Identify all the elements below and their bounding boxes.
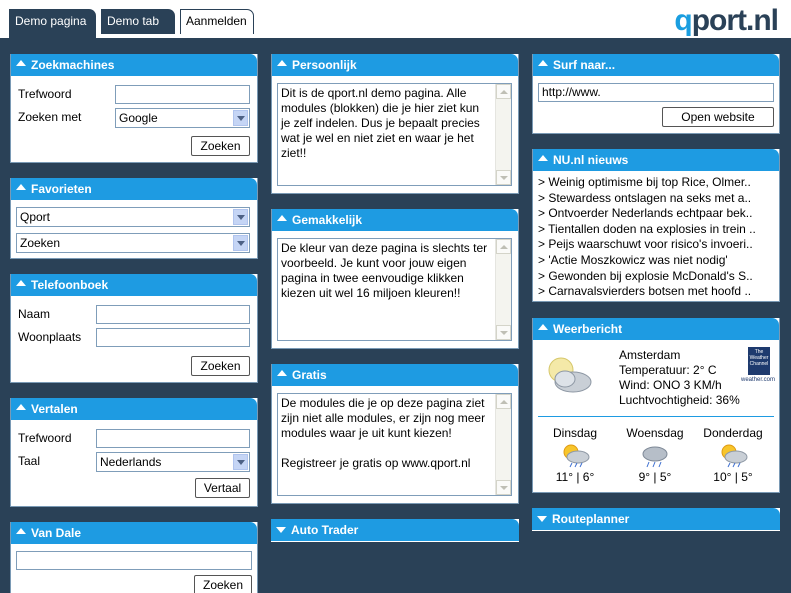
panel-van-dale — [10, 522, 258, 593]
qport-logo[interactable]: qport.nl — [674, 4, 778, 37]
zoeken-button[interactable]: Zoeken — [194, 575, 252, 593]
chevron-down-icon[interactable] — [233, 454, 248, 470]
scrollbar[interactable] — [495, 84, 511, 185]
woonplaats-label: Woonplaats — [18, 330, 82, 344]
collapse-icon[interactable] — [16, 528, 26, 534]
forecast-day: Dinsdag 11° | 6° — [552, 426, 598, 484]
collapse-icon[interactable] — [277, 215, 287, 221]
gemakkelijk-textarea[interactable]: De kleur van deze pagina is slechts ter voorbeeld. Je kunt voor jouw eigen pagina in twee eenvoudige klikken kiezen uit wel 16 miljoen kleuren!! — [277, 238, 512, 341]
panel-header[interactable]: Gratis — [272, 364, 518, 386]
panel-header[interactable]: Persoonlijk — [272, 54, 518, 76]
news-item[interactable]: > Stewardess ontslagen na seks met a.. — [538, 190, 752, 205]
panel-routeplanner — [532, 508, 780, 531]
panel-persoonlijk — [271, 54, 519, 194]
expand-icon[interactable] — [276, 527, 286, 533]
collapse-icon[interactable] — [16, 404, 26, 410]
panel-telefoonboek — [10, 274, 258, 383]
news-item[interactable]: > Ontvoerder Nederlands echtpaar bek.. — [538, 206, 753, 221]
scroll-down-icon[interactable] — [496, 325, 511, 340]
panel-gemakkelijk — [271, 209, 519, 349]
collapse-icon[interactable] — [277, 60, 287, 66]
panel-header[interactable]: Auto Trader — [271, 519, 519, 541]
url-input[interactable]: http://www. — [538, 83, 774, 102]
scroll-down-icon[interactable] — [496, 480, 511, 495]
panel-weerbericht — [532, 318, 780, 493]
panel-header[interactable]: Routeplanner — [532, 508, 780, 530]
news-item[interactable]: > 'Actie Moszkowicz was niet nodig' — [538, 252, 728, 267]
panel-header[interactable]: Zoekmachines — [11, 54, 257, 76]
panel-header[interactable]: Favorieten — [11, 178, 257, 200]
trefwoord-label: Trefwoord — [18, 431, 72, 445]
collapse-icon[interactable] — [538, 155, 548, 161]
collapse-icon[interactable] — [16, 280, 26, 286]
panel-gratis — [271, 364, 519, 504]
cloud-rain-icon — [640, 442, 670, 468]
taal-label: Taal — [18, 454, 41, 468]
chevron-down-icon[interactable] — [233, 235, 248, 251]
weather-com-text: weather.com — [741, 377, 776, 383]
zoeken-select[interactable]: Zoeken — [16, 233, 250, 253]
panel-vertalen — [10, 398, 258, 507]
collapse-icon[interactable] — [538, 60, 548, 66]
taal-select[interactable]: Nederlands — [96, 452, 250, 472]
news-item[interactable]: > Tientallen doden na explosies in trein .. — [538, 221, 756, 236]
zoeken-button[interactable]: Zoeken — [191, 136, 250, 156]
collapse-icon[interactable] — [16, 60, 26, 66]
news-item[interactable]: > Weinig optimisme bij top Rice, Olmer.. — [538, 175, 751, 189]
sun-cloud-rain-icon — [718, 442, 748, 468]
scroll-up-icon[interactable] — [496, 84, 511, 99]
panel-header[interactable]: Gemakkelijk — [272, 209, 518, 231]
panel-nu-nieuws — [532, 149, 780, 302]
trefwoord-input[interactable] — [115, 85, 250, 104]
search-engine-select[interactable]: Google — [115, 108, 250, 128]
panel-favorieten — [10, 178, 258, 259]
scroll-up-icon[interactable] — [496, 394, 511, 409]
trefwoord-input[interactable] — [96, 429, 250, 448]
news-item[interactable]: > Carnavalsvierders botsen met hoofd .. — [538, 284, 752, 299]
panel-surf-naar — [532, 54, 780, 134]
persoonlijk-textarea[interactable]: Dit is de qport.nl demo pagina. Alle modules (blokken) die je hier ziet kun je zelf indelen. Dus je bepaalt precies wat je wel en niet ziet en waar je het ziet!! — [277, 83, 512, 186]
scrollbar[interactable] — [495, 394, 511, 495]
scrollbar[interactable] — [495, 239, 511, 340]
scroll-down-icon[interactable] — [496, 170, 511, 185]
zoeken-met-label: Zoeken met — [18, 110, 82, 124]
panel-header[interactable]: Surf naar... — [533, 54, 779, 76]
forecast-day: Woensdag 9° | 5° — [626, 426, 684, 484]
panel-header[interactable]: Telefoonboek — [11, 274, 257, 296]
tab-demo-tab-2[interactable]: Demo tab — [101, 9, 175, 34]
chevron-down-icon[interactable] — [233, 209, 248, 225]
woonplaats-input[interactable] — [96, 328, 250, 347]
zoeken-button[interactable]: Zoeken — [191, 356, 250, 376]
weather-current: Amsterdam Temperatuur: 2° C Wind: ONO 3 KM/h Luchtvochtigheid: 36% — [619, 348, 740, 407]
panel-header[interactable]: Van Dale — [11, 522, 257, 544]
divider — [538, 416, 774, 417]
vertaal-button[interactable]: Vertaal — [195, 478, 250, 498]
collapse-icon[interactable] — [16, 184, 26, 190]
forecast-day: Donderdag 10° | 5° — [703, 426, 763, 484]
scroll-up-icon[interactable] — [496, 239, 511, 254]
favorieten-select[interactable]: Qport — [16, 207, 250, 227]
collapse-icon[interactable] — [538, 324, 548, 330]
news-item[interactable]: > Peijs waarschuwt voor risico's invoeri.. — [538, 237, 753, 252]
moon-cloud-icon — [545, 352, 593, 398]
naam-input[interactable] — [96, 305, 250, 324]
open-website-button[interactable]: Open website — [662, 107, 774, 127]
sun-cloud-rain-icon — [560, 442, 590, 468]
collapse-icon[interactable] — [277, 370, 287, 376]
panel-header[interactable]: NU.nl nieuws — [533, 149, 779, 171]
gratis-textarea[interactable]: De modules die je op deze pagina ziet zijn niet alle modules, er zijn nog meer modules waar je uit kunt kiezen! Registreer je gratis op www.qport.nl — [277, 393, 512, 496]
top-bar — [0, 0, 791, 38]
panel-zoekmachines — [10, 54, 258, 163]
tab-aanmelden[interactable]: Aanmelden — [180, 9, 254, 34]
chevron-down-icon[interactable] — [233, 110, 248, 126]
van-dale-input[interactable] — [16, 551, 252, 570]
news-list — [538, 175, 756, 300]
weather-channel-logo[interactable]: The Weather Channel — [748, 347, 770, 375]
naam-label: Naam — [18, 307, 51, 321]
panel-header[interactable]: Vertalen — [11, 398, 257, 420]
panel-header[interactable]: Weerbericht — [533, 318, 779, 340]
news-item[interactable]: > Gewonden bij explosie McDonald's S.. — [538, 268, 753, 283]
tab-demo-pagina[interactable]: Demo pagina — [9, 9, 96, 39]
expand-icon[interactable] — [537, 516, 547, 522]
trefwoord-label: Trefwoord — [18, 87, 72, 101]
panel-auto-trader — [271, 519, 519, 542]
